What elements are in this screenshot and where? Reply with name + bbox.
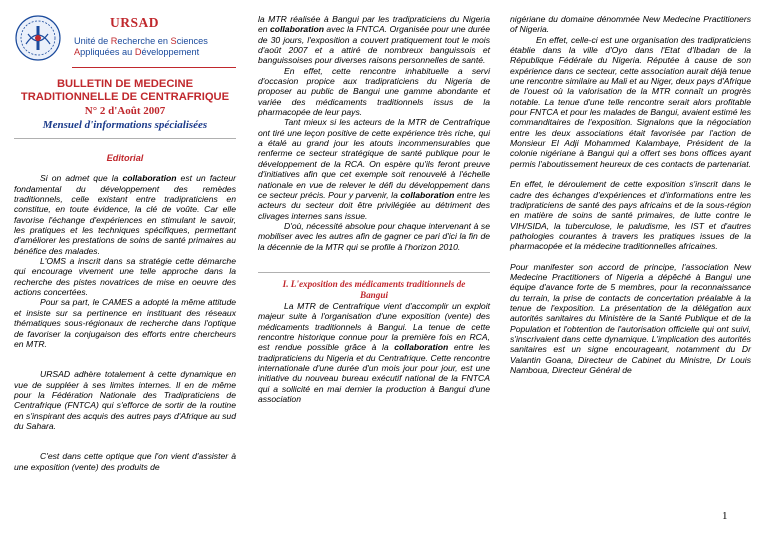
editorial-paragraph: D'où, nécessité absolue pour chaque intervenant à se mobiliser avec les autres afin de gagner ce pari d'ici la fin de la décennie de la MTR qui se profile à l'horizon 2010. (258, 220, 490, 252)
section-paragraph: Pour manifester son accord de principe, l'association New Medecine Practitioners of Nigeria a dépêché à Bangui une équipe d'avance forte de 5 membres, pour la reconnaissance du terrain, la prise de contacts de concertation préalable à la tenue de l'exposition. La présentation de la délégation aux autorités sanitaires du Ministère de la Santé Publique et de la Population et l'obtention de l'autorisation officielle qui ont suivi, s'inscrivaient dans cette dynamique. L'implication des autorités sanitaires est un signe encourageant, notamment du Dr Valantin Goana, Directeur de Cabinet du Ministre, Dr Louis Namboua, Directeur Général de (510, 261, 751, 375)
section-paragraph: La MTR de Centrafrique vient d'accomplir un exploit majeur suite à l'organisation d'une exposition (vente) des médicaments traditionnels à Bangui. La tenue de cette rencontre historique connue pour la première fois en RCA, est rendue possible grâce à la collaboration entre les tradipraticiens du Nigeria et du Centrafrique. Cette rencontre internationale d'une durée d'un mois jour pour jour, est une initiative du nouveau bureau exécutif national de la FNTCA qui a sollicité en mai dernier la production à Bangui d'une association (258, 300, 490, 404)
section-paragraph: En effet, le déroulement de cette exposition s'inscrit dans le cadre des échanges d'expériences et d'informations entre les tradipraticiens de santé des pays africains et de la sous-région en matière de soins de santé primaires, de lutte contre le VIH/SIDA, la tuberculose, le paludisme, les IST et d'autres pathologies courantes à travers les pratiques issues de la pharmacopée et la médecine traditionnelles africaines. (510, 179, 751, 252)
column-3 (510, 14, 751, 375)
ursad-logo-icon (14, 14, 62, 62)
section-paragraph: nigériane du domaine dénommée New Medecine Practitioners of Nigeria. (510, 14, 751, 35)
section-paragraph: En effet, celle-ci est une organisation des tradipraticiens établie dans la ville d'Oyo dans l'Etat d'Ibadan de la République Fédérale du Nigeria. Réputée à cause de son expérience dans ce secteur, cette association aurait déjà tenue une rencontre similaire au Mali et au Niger, deux pays d'Afrique de l'ouest où la valorisation de la MTR connaît un progrès notable. La tenue d'une telle rencontre serait alors profitable pour FNTCA et pour les malades de Bangui, avaient estimé les commanditaires de l'exposition. Signalons que la négociation entre les deux associations était favorisée par l'action de Monsieur El Adji Mohammed Kalambaye, Président de la colonie nigériane à Bangui qui a offert ses bons offices ayant permis l'aboutissement heureux de ces contacts de partenariat. (510, 34, 751, 169)
editorial-paragraph: C'est dans cette optique que l'on vient d'assister à une exposition (vente) des produits de (14, 451, 236, 472)
masthead (14, 14, 236, 64)
org-name: URSAD (110, 15, 160, 30)
bulletin-title-line1: BULLETIN DE MEDECINE (56, 78, 194, 90)
tagline: Mensuel d'informations spécialisées (42, 119, 208, 131)
bulletin-title-block (14, 78, 236, 132)
editorial-paragraph: URSAD adhère totalement à cette dynamique en vue de suppléer à ses limites internes. Il en de même pour la Fédération Nationale des Tradipraticiens de Centrafrique (FNTCA) qui s'efforce de sortir de la routine en s'inspirant des acquis des autres pays d'Afrique au sud du Sahara. (14, 369, 236, 431)
bulletin-title-line2: TRADITIONNELLE DE CENTRAFRIQUE (20, 91, 230, 103)
editorial-paragraph: En effet, cette rencontre inhabituelle a servi d'occasion propice aux tradipraticiens du Nigeria de proposer au public de Bangui une gamme abondante et variée des médicaments traditionnels issus de la pharmacopée de leur pays. (258, 65, 490, 118)
column-1 (14, 14, 236, 472)
org-subtitle: Unité de Recherche en Sciences Appliquées au Développement (74, 36, 208, 57)
column-2 (258, 14, 490, 404)
issue-number: N° 2 d'Août 2007 (84, 105, 166, 117)
editorial-heading: Editorial (106, 153, 144, 163)
editorial-paragraph: la MTR réalisée à Bangui par les tradipraticiens du Nigeria en collaboration avec la FNTCA. Organisée pour une durée de 30 jours, l'exposition a couvert pratiquement tout le mois d'août 2007 et a attiré de nombreux banguissois et banguissoises pour diverses raisons personnelles de santé. (258, 14, 490, 66)
editorial-paragraph: Pour sa part, le CAMES a adopté la même attitude et insiste sur sa pertinence en instituant des réseaux thématiques sous-régionaux de recherche dans l'optique de favoriser la conjugaison des efforts entre chercheurs en MTR. (14, 297, 236, 349)
editorial-paragraph: Si on admet que la collaboration est un facteur fondamental du développement des remèdes traditionnels, celle existant entre tradipraticiens en constitue, en toute évidence, la clé de voûte. Car elle favorise l'échange d'expériences en stimulant le savoir, les pratiques et les techniques spécifiques, permettant d'améliorer les prestations de soins de santé primaires au bénéfice des malades. (14, 173, 236, 256)
section-rule (258, 272, 490, 273)
editorial-paragraph: L'OMS a inscrit dans sa stratégie cette démarche qui encourage vivement une telle approche dans la recherche des pistes novatrices de mise en oeuvre des actions concertées. (14, 256, 236, 298)
section-title: I. L'exposition des médicaments traditionnels de Bangui (282, 278, 466, 300)
editorial-paragraph: Tant mieux si les acteurs de la MTR de Centrafrique ont tiré une leçon positive de cette expérience très riche, qui a étalé au grand jour les atouts incommensurables que renferme ce secteur stratégique de santé publique pour le développement de la RCA. On espère qu'ils feront preuve d'initiatives afin que cet exemple soit renouvelé à l'échelle nationale en vue de relever le défi du développement dans ce secteur précis. Pour y parvenir, la collaboration entre les acteurs du secteur doit être privilégiée au détriment des clivages internes sans issue. (258, 117, 490, 221)
page-number: 1 (722, 510, 728, 522)
divider (14, 138, 236, 139)
masthead-rule (72, 67, 236, 68)
